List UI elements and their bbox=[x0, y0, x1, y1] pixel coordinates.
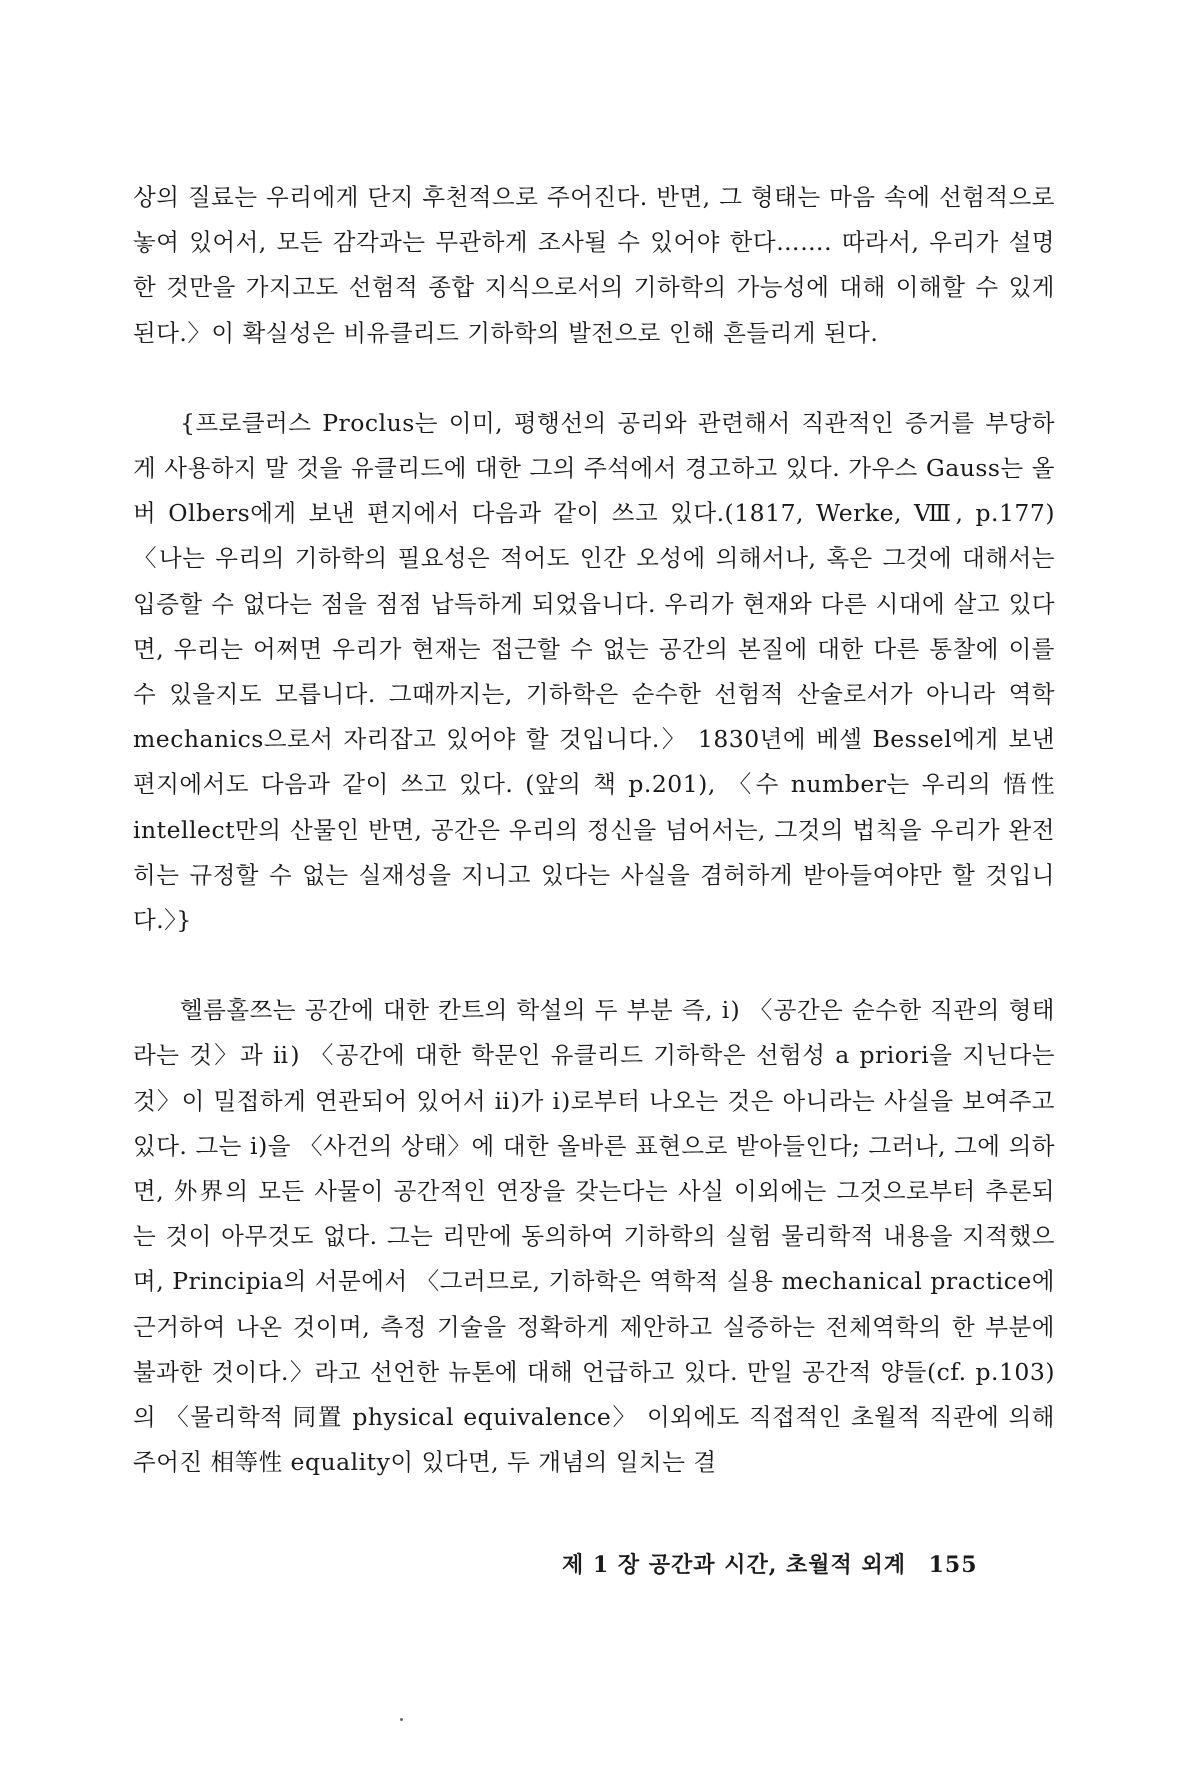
paragraph-proclus-gauss-note: {프로클러스 Proclus는 이미, 평행선의 공리와 관련해서 직관적인 증거를 부당하게 사용하지 말 것을 유클리드에 대한 그의 주석에서 경고하고 있다. 가우스 Gauss는 올버 Olbers에게 보낸 편지에서 다음과 같이 쓰고 있다.(1817, Werke, Ⅷ, p.177)〈나는 우리의 기하학의 필요성은 적어도 인간 오성에 의해서나, 혹은 그것에 대해서는 입증할 수 없다는 점을 점점 납득하게 되었읍니다. 우리가 현재와 다른 시대에 살고 있다면, 우리는 어쩌면 우리가 현재는 접근할 수 없는 공간의 본질에 대한 다른 통찰에 이를 수 있을지도 모릅니다. 그때까지는, 기하학은 순수한 선험적 산술로서가 아니라 역학 mechanics으로서 자리잡고 있어야 할 것입니다.〉 1830년에 베셀 Bessel에게 보낸 편지에서도 다음과 같이 쓰고 있다. (앞의 책 p.201), 〈수 number는 우리의 悟性 intellect만의 산물인 반면, 공간은 우리의 정신을 넘어서는, 그것의 법칙을 우리가 완전히는 규정할 수 없는 실재성을 지니고 있다는 사실을 겸허하게 받아들여야만 할 것입니다.〉} bbox=[133, 408, 1055, 935]
running-head: 제 1 장 공간과 시간, 초월적 외계 bbox=[562, 1552, 906, 1578]
body-text bbox=[133, 175, 1055, 1485]
paragraph-continuation: 상의 질료는 우리에게 단지 후천적으로 주어진다. 반면, 그 형태는 마음 속에 선험적으로 놓여 있어서, 모든 감각과는 무관하게 조사될 수 있어야 한다……. 따라서, 우리가 설명한 것만을 가지고도 선험적 종합 지식으로서의 기하학의 가능성에 대해 이해할 수 있게 된다.〉이 확실성은 비유클리드 기하학의 발전으로 인해 흔들리게 된다. bbox=[133, 183, 1055, 347]
scan-speck bbox=[400, 1718, 403, 1721]
paragraph-helmholtz: 헬름홀쯔는 공간에 대한 칸트의 학설의 두 부분 즉, ⅰ) 〈공간은 순수한 직관의 형태라는 것〉과 ⅱ) 〈공간에 대한 학문인 유클리드 기하학은 선험성 a priori을 지닌다는 것〉이 밀접하게 연관되어 있어서 ⅱ)가 ⅰ)로부터 나오는 것은 아니라는 사실을 보여주고 있다. 그는 ⅰ)을 〈사건의 상태〉에 대한 올바른 표현으로 받아들인다; 그러나, 그에 의하면, 外界의 모든 사물이 공간적인 연장을 갖는다는 사실 이외에는 그것으로부터 추론되는 것이 아무것도 없다. 그는 리만에 동의하여 기하학의 실험 물리학적 내용을 지적했으며, Principia의 서문에서 〈그러므로, 기하학은 역학적 실용 mechanical practice에 근거하여 나온 것이며, 측정 기술을 정확하게 제안하고 실증하는 전체역학의 한 부분에 불과한 것이다.〉라고 선언한 뉴톤에 대해 언급하고 있다. 만일 공간적 양들(cf. p.103)의 〈물리학적 同置 physical equivalence〉 이외에도 직접적인 초월적 직관에 의해 주어진 相等性 equality이 있다면, 두 개념의 일치는 결 bbox=[133, 996, 1055, 1477]
page-number: 155 bbox=[928, 1552, 978, 1578]
page-footer bbox=[562, 1548, 978, 1579]
